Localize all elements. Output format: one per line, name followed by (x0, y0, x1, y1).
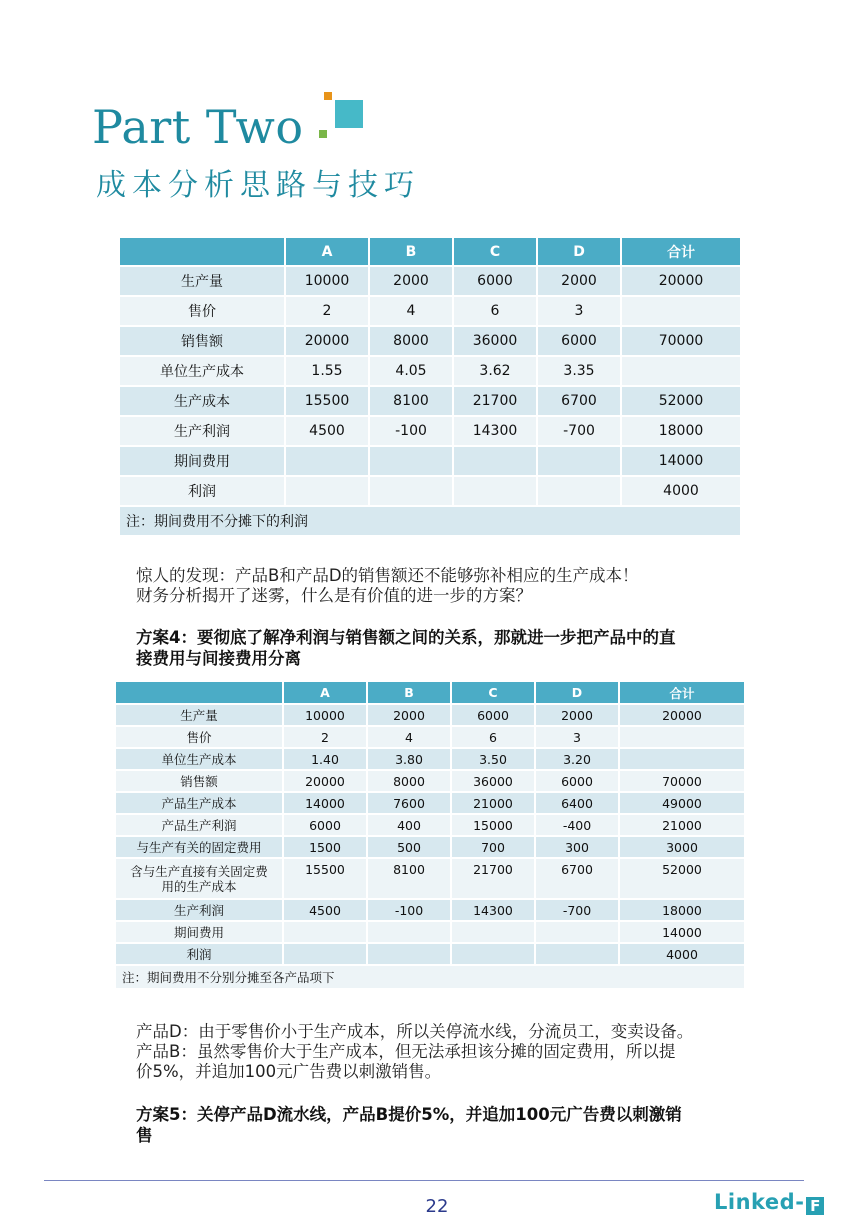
table-cell: 15500 (284, 859, 366, 898)
cost-table-1 (118, 236, 742, 537)
plan5-line-1: 方案5：关停产品D流水线，产品B提价5%，并追加100元广告费以刺激销 (136, 1105, 682, 1124)
table-cell: 6700 (536, 859, 618, 898)
row-label: 销售额 (120, 327, 284, 355)
decision-line-2: 产品B：虽然零售价大于生产成本，但无法承担该分摊的固定费用，所以提 (136, 1042, 676, 1061)
table-cell (452, 944, 534, 964)
row-label: 销售额 (116, 771, 282, 791)
table-cell: 14300 (454, 417, 536, 445)
table-cell: 36000 (454, 327, 536, 355)
table-cell: 400 (368, 815, 450, 835)
table-cell (452, 922, 534, 942)
table-row (116, 705, 744, 725)
finding-line-2: 财务分析揭开了迷雾，什么是有价值的进一步的方案？ (136, 586, 532, 605)
table-note: 注：期间费用不分摊下的利润 (120, 507, 740, 535)
table-cell (454, 447, 536, 475)
row-label: 产品生产利润 (116, 815, 282, 835)
table-cell: 70000 (622, 327, 740, 355)
table-cell: 21000 (452, 793, 534, 813)
table-cell: -700 (536, 900, 618, 920)
table-cell: 2 (284, 727, 366, 747)
brand-mark: F (806, 1197, 824, 1215)
table-cell: 2 (286, 297, 368, 325)
table-row (116, 859, 744, 898)
cost-table-2 (114, 680, 746, 990)
header-cell: D (536, 682, 618, 703)
logo-square-orange (324, 92, 332, 100)
table-cell: 3.50 (452, 749, 534, 769)
table-row (116, 727, 744, 747)
table-cell: 3 (536, 727, 618, 747)
table-cell: 6700 (538, 387, 620, 415)
table-cell: 52000 (622, 387, 740, 415)
table-row (120, 297, 740, 325)
table-row (120, 327, 740, 355)
table-cell: 7600 (368, 793, 450, 813)
table-cell: 3.80 (368, 749, 450, 769)
table-cell: 6400 (536, 793, 618, 813)
table-cell: -400 (536, 815, 618, 835)
decision-line-3: 价5%，并追加100元广告费以刺激销售。 (136, 1062, 442, 1081)
plan4-line-2: 接费用与间接费用分离 (136, 649, 301, 668)
plan4-line-1: 方案4：要彻底了解净利润与销售额之间的关系，那就进一步把产品中的直 (136, 628, 676, 647)
table-cell: 18000 (622, 417, 740, 445)
header-cell: C (454, 238, 536, 265)
table-cell: 15500 (286, 387, 368, 415)
brand-logo (714, 1190, 824, 1215)
table-cell: 1.55 (286, 357, 368, 385)
table-cell: 6 (454, 297, 536, 325)
title-english: Part Two (92, 100, 304, 154)
table-row (116, 793, 744, 813)
footer-divider (44, 1180, 804, 1181)
row-label (116, 859, 282, 898)
table-cell: 8000 (368, 771, 450, 791)
decision-line-1: 产品D：由于零售价小于生产成本，所以关停流水线，分流员工，变卖设备。 (136, 1022, 694, 1041)
header-cell: B (368, 682, 450, 703)
row-label: 与生产有关的固定费用 (116, 837, 282, 857)
table-cell: 700 (452, 837, 534, 857)
row-label: 利润 (120, 477, 284, 505)
header-cell (120, 238, 284, 265)
header-cell (116, 682, 282, 703)
table-cell: 4.05 (370, 357, 452, 385)
table-cell: 6000 (536, 771, 618, 791)
table-cell: 4500 (286, 417, 368, 445)
table-cell: 49000 (620, 793, 744, 813)
table-cell (284, 944, 366, 964)
table-row (116, 837, 744, 857)
table-cell (370, 447, 452, 475)
row-label: 生产成本 (120, 387, 284, 415)
header-cell: A (284, 682, 366, 703)
plan5-line-2: 售 (136, 1126, 153, 1145)
plan5-heading (136, 1104, 736, 1146)
table-cell (620, 727, 744, 747)
table-note: 注：期间费用不分别分摊至各产品项下 (116, 966, 744, 988)
row-label: 单位生产成本 (116, 749, 282, 769)
table-row (120, 417, 740, 445)
table-cell: 1.40 (284, 749, 366, 769)
table-cell: 6000 (452, 705, 534, 725)
table-cell (622, 297, 740, 325)
table-cell: 6000 (538, 327, 620, 355)
table-cell: 10000 (284, 705, 366, 725)
table-row (120, 447, 740, 475)
table-cell: 14000 (284, 793, 366, 813)
table-note-row (116, 966, 744, 988)
table-cell: 36000 (452, 771, 534, 791)
row-label: 生产量 (116, 705, 282, 725)
table-row (120, 357, 740, 385)
table-cell: 21700 (452, 859, 534, 898)
header-cell: C (452, 682, 534, 703)
table-cell: 4000 (622, 477, 740, 505)
row-label: 产品生产成本 (116, 793, 282, 813)
table-cell: 4 (370, 297, 452, 325)
table-cell: 6000 (284, 815, 366, 835)
table-cell: 2000 (538, 267, 620, 295)
table-cell: 21700 (454, 387, 536, 415)
table-cell: 18000 (620, 900, 744, 920)
table-cell (286, 477, 368, 505)
table-row (116, 900, 744, 920)
table-cell (454, 477, 536, 505)
row-label: 生产利润 (116, 900, 282, 920)
table-cell: 14000 (620, 922, 744, 942)
table-cell: 3.35 (538, 357, 620, 385)
plan4-heading (136, 627, 736, 669)
page-number: 22 (425, 1196, 449, 1217)
table-cell (368, 922, 450, 942)
table-cell: 8100 (370, 387, 452, 415)
table-cell (370, 477, 452, 505)
table-cell: 20000 (284, 771, 366, 791)
table-cell: 6000 (454, 267, 536, 295)
table-cell: 300 (536, 837, 618, 857)
table-row (120, 267, 740, 295)
table-cell: 21000 (620, 815, 744, 835)
table-cell: 3.20 (536, 749, 618, 769)
table-cell: -100 (370, 417, 452, 445)
table-cell: 15000 (452, 815, 534, 835)
table-cell (284, 922, 366, 942)
row-label: 售价 (116, 727, 282, 747)
table-cell: 500 (368, 837, 450, 857)
table-row (116, 922, 744, 942)
table-cell: 6 (452, 727, 534, 747)
header-cell: A (286, 238, 368, 265)
table-row (116, 944, 744, 964)
title-chinese: 成本分析思路与技巧 (96, 168, 420, 203)
table-cell: 1500 (284, 837, 366, 857)
table-note-row (120, 507, 740, 535)
row-label: 生产量 (120, 267, 284, 295)
table-cell: 8100 (368, 859, 450, 898)
table-cell: 4 (368, 727, 450, 747)
table-cell: 4000 (620, 944, 744, 964)
table-row (116, 749, 744, 769)
header-cell: D (538, 238, 620, 265)
table-cell (538, 447, 620, 475)
finding-line-1: 惊人的发现：产品B和产品D的销售额还不能够弥补相应的生产成本！ (136, 566, 639, 585)
row-label-line-2: 用的生产成本 (161, 878, 237, 894)
table-cell: 2000 (370, 267, 452, 295)
table-row (120, 477, 740, 505)
table-cell: 3 (538, 297, 620, 325)
finding-paragraph (136, 566, 756, 606)
table-cell: 14300 (452, 900, 534, 920)
table-cell (622, 357, 740, 385)
row-label: 售价 (120, 297, 284, 325)
row-label: 生产利润 (120, 417, 284, 445)
table-header-row (116, 682, 744, 703)
table-cell (286, 447, 368, 475)
header-cell: 合计 (622, 238, 740, 265)
table-cell (536, 944, 618, 964)
table-cell (536, 922, 618, 942)
table-cell: 4500 (284, 900, 366, 920)
table-cell: 20000 (620, 705, 744, 725)
table-cell: 3.62 (454, 357, 536, 385)
row-label: 单位生产成本 (120, 357, 284, 385)
header-cell: 合计 (620, 682, 744, 703)
table-cell: 2000 (536, 705, 618, 725)
table-cell (620, 749, 744, 769)
table-cell: 20000 (286, 327, 368, 355)
table-cell (368, 944, 450, 964)
row-label: 利润 (116, 944, 282, 964)
logo-square-teal (335, 100, 363, 128)
table-cell: 8000 (370, 327, 452, 355)
table-row (120, 387, 740, 415)
table-cell (538, 477, 620, 505)
header-cell: B (370, 238, 452, 265)
table-header-row (120, 238, 740, 265)
table-cell: 3000 (620, 837, 744, 857)
decision-paragraph (136, 1022, 756, 1082)
table-cell: 2000 (368, 705, 450, 725)
logo-square-green (319, 130, 327, 138)
brand-text: Linked- (714, 1190, 805, 1214)
table-cell: 52000 (620, 859, 744, 898)
table-row (116, 815, 744, 835)
table-row (116, 771, 744, 791)
table-cell: 70000 (620, 771, 744, 791)
row-label: 期间费用 (116, 922, 282, 942)
table-cell: 20000 (622, 267, 740, 295)
table-cell: 10000 (286, 267, 368, 295)
row-label-line-1: 含与生产直接有关固定费 (130, 863, 268, 879)
table-cell: 14000 (622, 447, 740, 475)
table-cell: -100 (368, 900, 450, 920)
table-cell: -700 (538, 417, 620, 445)
row-label: 期间费用 (120, 447, 284, 475)
